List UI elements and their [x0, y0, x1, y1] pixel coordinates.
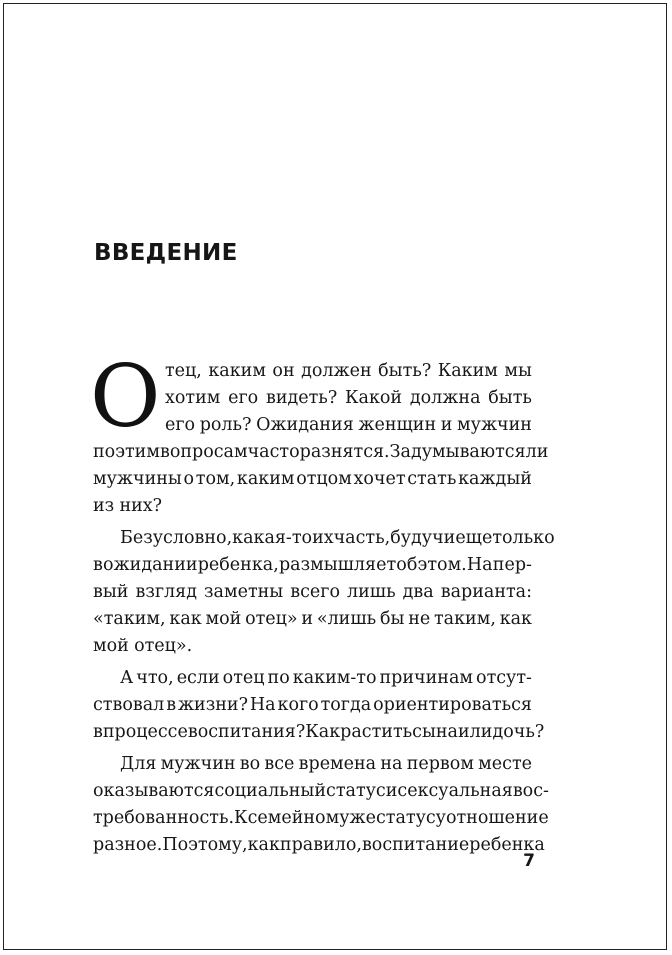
text-line: Для мужчин во все времена на первом месте	[120, 754, 532, 774]
text-line: тец, каким он должен быть? Каким мы	[165, 361, 532, 381]
chapter-title: ВВЕДЕНИЕ	[94, 240, 238, 266]
body-text	[90, 347, 555, 859]
text-line: Безусловно, какая-то их часть, будучи еще только	[120, 528, 555, 548]
text-line: требованность. К семейному же статусу отношение	[93, 808, 549, 828]
text-line: мой отец».	[93, 636, 193, 656]
text-line: «таким, как мой отец» и «лишь бы не таким, как	[93, 609, 532, 629]
text-line: по этим вопросам часто разнятся. Задумываются ли	[93, 442, 549, 462]
text-line: А что, если отец по каким-то причинам отсут-	[120, 668, 532, 688]
text-line: вый взгляд заметны всего лишь два варианта:	[93, 582, 532, 602]
text-line: оказываются социальный статус и сексуальная вос-	[93, 781, 549, 801]
text-line: его роль? Ожидания женщин и мужчин	[165, 415, 532, 435]
text-line: в процессе воспитания? Как растить сына или дочь?	[93, 722, 545, 742]
text-line: мужчины о том, каким отцом хочет стать каждый	[93, 469, 532, 489]
page-number: 7	[523, 851, 535, 871]
text-line: хотим его видеть? Какой должна быть	[165, 388, 532, 408]
text-line: в ожидании ребенка, размышляет об этом. На пер-	[93, 555, 532, 575]
text-line: ствовал в жизни? На кого тогда ориентироваться	[93, 695, 532, 715]
text-line: разное. Поэтому, как правило, воспитание ребенка	[93, 835, 545, 855]
drop-cap: О	[90, 347, 161, 447]
text-line: из них?	[93, 496, 163, 516]
